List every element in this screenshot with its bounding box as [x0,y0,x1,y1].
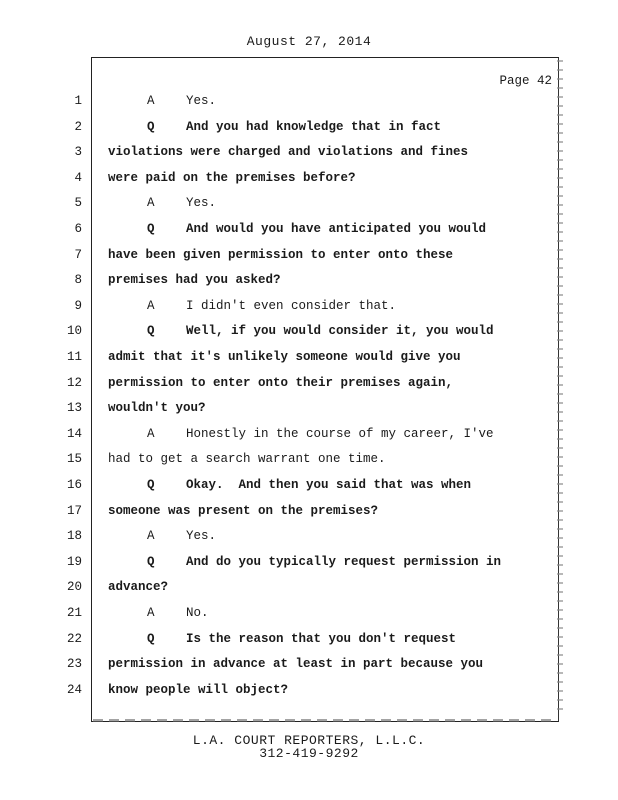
line-text: Yes. [186,94,217,108]
speaker-label: A [147,196,155,210]
speaker-label: Q [147,478,155,492]
page-number: Page 42 [499,74,552,88]
line-text: And would you have anticipated you would [186,222,487,236]
line-number: 1 [74,94,82,108]
line-text: Is the reason that you don't request [186,632,457,646]
line-text: have been given permission to enter onto these [108,248,454,262]
line-number: 8 [74,273,82,287]
reporter-company: L.A. COURT REPORTERS, L.L.C. [192,733,426,748]
line-text: violations were charged and violations and fines [108,145,469,159]
line-number: 9 [74,299,82,313]
line-number: 10 [66,324,82,338]
speaker-label: A [147,94,155,108]
line-text: someone was present on the premises? [108,504,379,518]
transcript-date: August 27, 2014 [246,34,372,49]
line-number: 3 [74,145,82,159]
line-number: 11 [66,350,82,364]
line-number: 17 [66,504,82,518]
line-text: Yes. [186,529,217,543]
line-text: No. [186,606,209,620]
line-number: 15 [66,452,82,466]
line-number: 23 [66,657,82,671]
line-number: 24 [66,683,82,697]
line-text: admit that it's unlikely someone would give you [108,350,461,364]
speaker-label: Q [147,120,155,134]
line-number: 22 [66,632,82,646]
line-text: And do you typically request permission in [186,555,502,569]
line-number: 12 [66,376,82,390]
line-number: 21 [66,606,82,620]
line-text: Yes. [186,196,217,210]
line-text: permission to enter onto their premises again, [108,376,454,390]
line-text: permission in advance at least in part because you [108,657,484,671]
line-text: I didn't even consider that. [186,299,397,313]
line-text: And you had knowledge that in fact [186,120,442,134]
line-text: wouldn't you? [108,401,206,415]
line-number: 16 [66,478,82,492]
line-number: 7 [74,248,82,262]
line-number: 13 [66,401,82,415]
line-text: were paid on the premises before? [108,171,356,185]
speaker-label: Q [147,555,155,569]
line-text: advance? [108,580,169,594]
reporter-phone: 312-419-9292 [259,746,359,761]
line-number: 20 [66,580,82,594]
line-text: premises had you asked? [108,273,281,287]
speaker-label: A [147,529,155,543]
line-text: Okay. And then you said that was when [186,478,472,492]
speaker-label: A [147,427,155,441]
speaker-label: Q [147,222,155,236]
line-text: know people will object? [108,683,289,697]
line-text: Well, if you would consider it, you would [186,324,494,338]
speaker-label: Q [147,324,155,338]
line-number: 4 [74,171,82,185]
speaker-label: Q [147,632,155,646]
line-number: 5 [74,196,82,210]
speaker-label: A [147,606,155,620]
line-number: 18 [66,529,82,543]
line-number: 2 [74,120,82,134]
speaker-label: A [147,299,155,313]
line-number: 6 [74,222,82,236]
line-number: 19 [66,555,82,569]
bottom-tick-marks [93,719,555,722]
margin-tick-marks [557,60,563,715]
line-number: 14 [66,427,82,441]
line-text: had to get a search warrant one time. [108,452,386,466]
line-text: Honestly in the course of my career, I've [186,427,494,441]
